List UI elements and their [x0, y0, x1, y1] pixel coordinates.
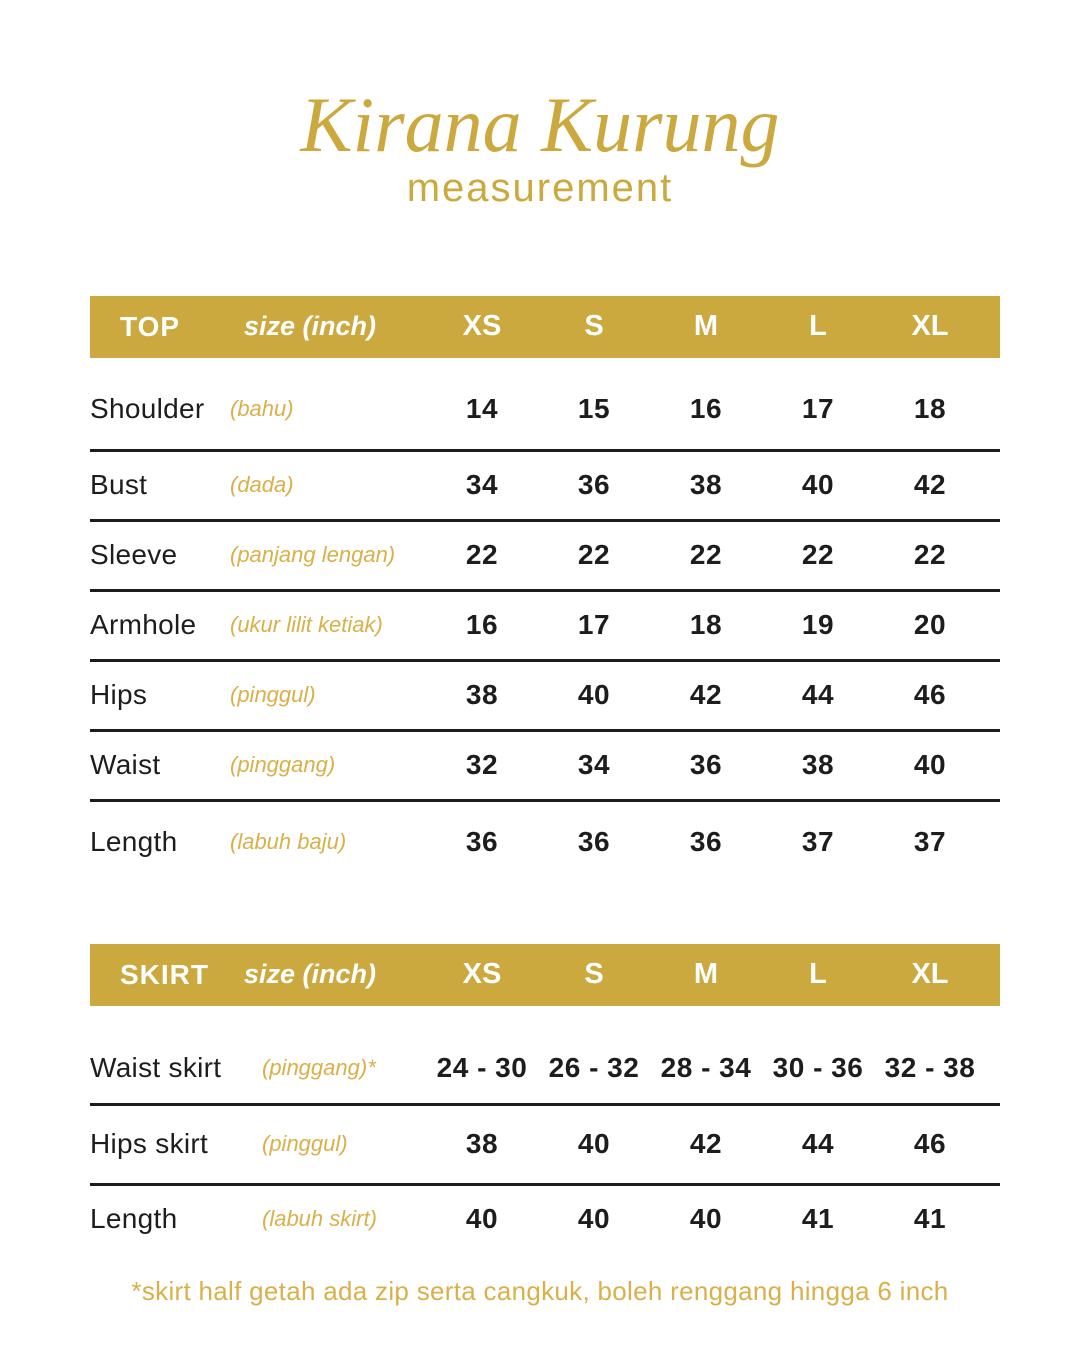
cell-value: 37	[913, 825, 947, 857]
row-sublabel: (labuh skirt)	[262, 1205, 377, 1231]
cell-value: 46	[913, 1128, 947, 1160]
cell-value: 14	[465, 393, 499, 425]
row-label: Hips skirt	[90, 1128, 209, 1160]
cell-value: 18	[689, 609, 723, 641]
row-label: Sleeve	[90, 539, 178, 571]
cell-value: 34	[465, 469, 499, 501]
cell-value: 40	[465, 1202, 499, 1234]
cell-value: 36	[465, 825, 499, 857]
cell-value: 15	[577, 393, 611, 425]
size-header-xs: XS	[462, 310, 502, 343]
cell-value: 28 - 34	[660, 1052, 752, 1084]
cell-value: 22	[577, 539, 611, 571]
cell-value: 38	[689, 469, 723, 501]
size-header-l: L	[809, 958, 827, 991]
cell-value: 36	[577, 469, 611, 501]
cell-value: 36	[577, 825, 611, 857]
cell-value: 40	[577, 1202, 611, 1234]
row-hips-skirt	[90, 1106, 1000, 1186]
row-label: Hips	[90, 679, 148, 711]
row-sublabel: (bahu)	[230, 396, 294, 422]
cell-value: 38	[801, 749, 835, 781]
row-sublabel: (pinggang)	[230, 752, 336, 778]
top-measurement-table	[90, 296, 1000, 882]
cell-value: 40	[913, 749, 947, 781]
row-label: Shoulder	[90, 393, 205, 425]
cell-value: 22	[689, 539, 723, 571]
size-header-s: S	[584, 310, 604, 343]
cell-value: 20	[913, 609, 947, 641]
row-waist	[90, 732, 1000, 802]
cell-value: 22	[801, 539, 835, 571]
cell-value: 36	[689, 749, 723, 781]
row-sublabel: (pinggang)*	[262, 1055, 376, 1081]
row-label: Length	[90, 1202, 178, 1234]
row-sublabel: (ukur lilit ketiak)	[230, 612, 383, 638]
row-hips	[90, 662, 1000, 732]
cell-value: 16	[465, 609, 499, 641]
cell-value: 42	[689, 1128, 723, 1160]
cell-value: 34	[577, 749, 611, 781]
cell-value: 44	[801, 1128, 835, 1160]
row-sublabel: (labuh baju)	[230, 828, 347, 854]
row-label: Waist skirt	[90, 1052, 222, 1084]
cell-value: 41	[913, 1202, 947, 1234]
row-sublabel: (pinggul)	[230, 682, 316, 708]
size-header-l: L	[809, 310, 827, 343]
size-header-m: M	[693, 310, 719, 343]
cell-value: 37	[801, 825, 835, 857]
cell-value: 19	[801, 609, 835, 641]
cell-value: 40	[689, 1202, 723, 1234]
skirt-table-header-band	[90, 944, 1000, 1006]
cell-value: 22	[465, 539, 499, 571]
cell-value: 26 - 32	[548, 1052, 640, 1084]
row-label: Bust	[90, 469, 148, 501]
top-table-header-band	[90, 296, 1000, 358]
page-subtitle: measurement	[406, 165, 674, 210]
cell-value: 40	[577, 1128, 611, 1160]
row-sleeve	[90, 522, 1000, 592]
cell-value: 17	[801, 393, 835, 425]
cell-value: 30 - 36	[772, 1052, 864, 1084]
unit-label: size (inch)	[244, 311, 377, 342]
row-length-skirt	[90, 1186, 1000, 1252]
cell-value: 38	[465, 679, 499, 711]
cell-value: 42	[689, 679, 723, 711]
row-length-top	[90, 802, 1000, 882]
row-shoulder	[90, 358, 1000, 452]
row-sublabel: (pinggul)	[262, 1131, 348, 1157]
row-sublabel: (panjang lengan)	[230, 542, 396, 568]
size-header-m: M	[693, 958, 719, 991]
row-waist-skirt	[90, 1006, 1000, 1106]
table-name-skirt: SKIRT	[120, 958, 209, 990]
cell-value: 32	[465, 749, 499, 781]
size-header-xs: XS	[462, 958, 502, 991]
size-header-xl: XL	[911, 958, 949, 991]
cell-value: 32 - 38	[884, 1052, 976, 1084]
cell-value: 24 - 30	[436, 1052, 528, 1084]
cell-value: 16	[689, 393, 723, 425]
brand-title: Kirana Kurung	[300, 81, 780, 168]
size-header-s: S	[584, 958, 604, 991]
cell-value: 22	[913, 539, 947, 571]
unit-label: size (inch)	[244, 959, 377, 990]
size-header-xl: XL	[911, 310, 949, 343]
row-label: Armhole	[90, 609, 197, 641]
cell-value: 17	[577, 609, 611, 641]
row-label: Waist	[90, 749, 161, 781]
cell-value: 42	[913, 469, 947, 501]
skirt-footnote: *skirt half getah ada zip serta cangkuk, boleh renggang hingga 6 inch	[131, 1275, 949, 1306]
cell-value: 36	[689, 825, 723, 857]
table-name-top: TOP	[120, 310, 181, 342]
cell-value: 44	[801, 679, 835, 711]
cell-value: 40	[801, 469, 835, 501]
cell-value: 40	[577, 679, 611, 711]
cell-value: 18	[913, 393, 947, 425]
row-bust	[90, 452, 1000, 522]
row-sublabel: (dada)	[230, 472, 294, 498]
row-armhole	[90, 592, 1000, 662]
cell-value: 38	[465, 1128, 499, 1160]
skirt-measurement-table	[90, 944, 1000, 1252]
cell-value: 46	[913, 679, 947, 711]
row-label: Length	[90, 825, 178, 857]
cell-value: 41	[801, 1202, 835, 1234]
